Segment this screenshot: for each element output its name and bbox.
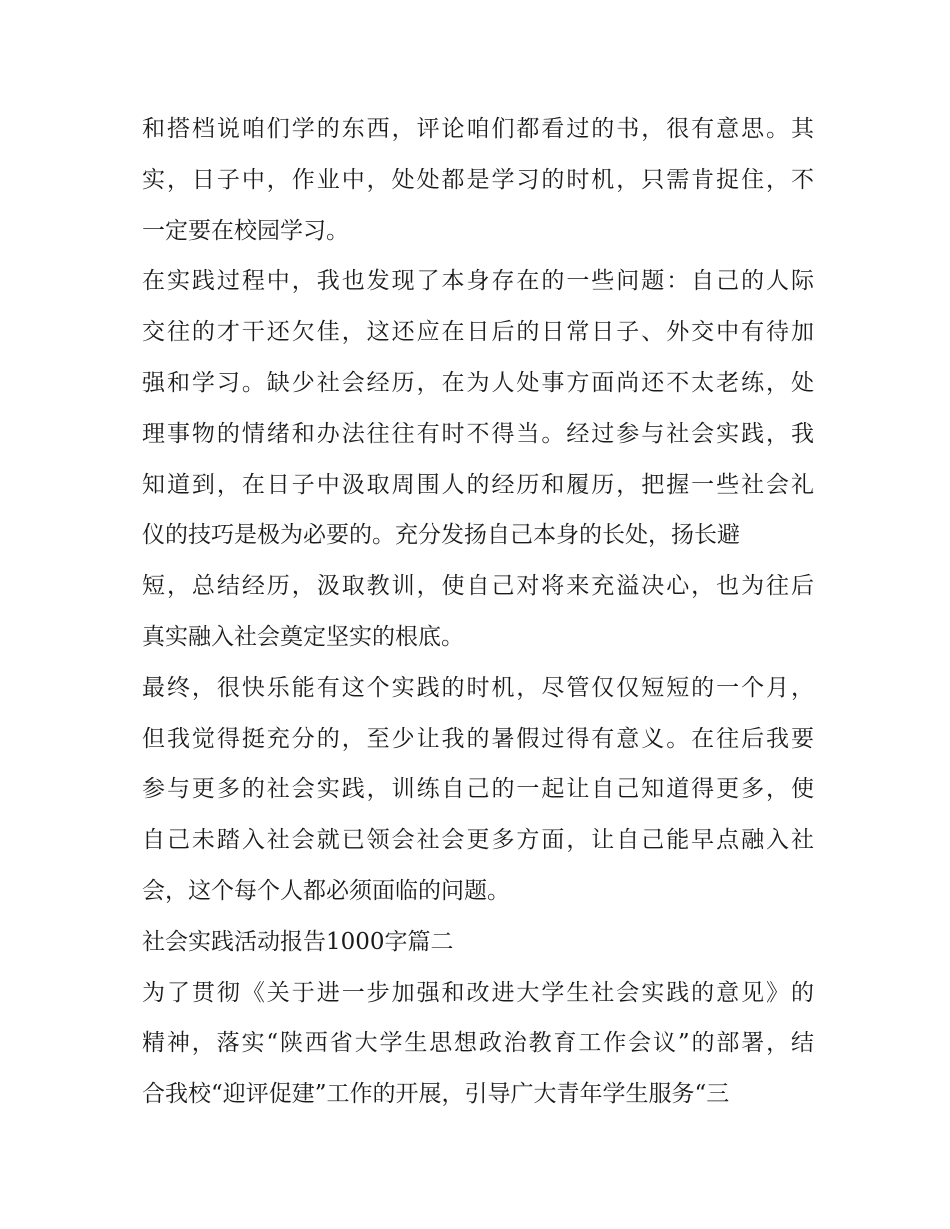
- text-line: 交往的才干还欠佳，这还应在日后的日常日子、外交中有待加: [142, 319, 814, 346]
- text-line: 和搭档说咱们学的东西，评论咱们都看过的书，很有意思。其: [142, 116, 814, 142]
- text-line: 合我校“迎评促建”工作的开展，引导广大青年学生服务“三: [142, 1081, 730, 1108]
- text-line: 仪的技巧是极为必要的。充分发扬自己本身的长处，扬长避: [142, 522, 740, 549]
- text-line: 知道到，在日子中汲取周围人的经历和履历，把握一些社会礼: [142, 471, 814, 498]
- text-line: 一定要在校园学习。: [142, 217, 349, 244]
- text-line: 但我觉得挺充分的，至少让我的暑假过得有意义。在往后我要: [142, 725, 814, 752]
- text-line: 实，日子中，作业中，处处都是学习的时机，只需肯捉住，不: [142, 166, 814, 193]
- document-body: [142, 104, 814, 1120]
- text-line: 最终，很快乐能有这个实践的时机，尽管仅仅短短的一个月，: [142, 674, 814, 701]
- text-line: 真实融入社会奠定坚实的根底。: [142, 623, 464, 650]
- text-line: 在实践过程中，我也发现了本身存在的一些问题：自己的人际: [142, 268, 814, 295]
- text-line: 精神，落实“陕西省大学生思想政治教育工作会议”的部署，结: [142, 1030, 814, 1057]
- text-line: 为了贯彻《关于进一步加强和改进大学生社会实践的意见》的: [142, 979, 814, 1006]
- text-line: 强和学习。缺少社会经历，在为人处事方面尚还不太老练，处: [142, 369, 814, 396]
- text-line: 会，这个每个人都必须面临的问题。: [142, 877, 510, 904]
- text-line: 理事物的情绪和办法往往有时不得当。经过参与社会实践，我: [142, 420, 814, 447]
- text-line: 社会实践活动报告1000字篇二: [142, 928, 454, 955]
- text-line: 自己未踏入社会就已领会社会更多方面，让自己能早点融入社: [142, 827, 814, 854]
- text-line: 短，总结经历，汲取教训，使自己对将来充溢决心，也为往后: [142, 573, 814, 600]
- text-line: 参与更多的社会实践，训练自己的一起让自己知道得更多，使: [142, 776, 814, 803]
